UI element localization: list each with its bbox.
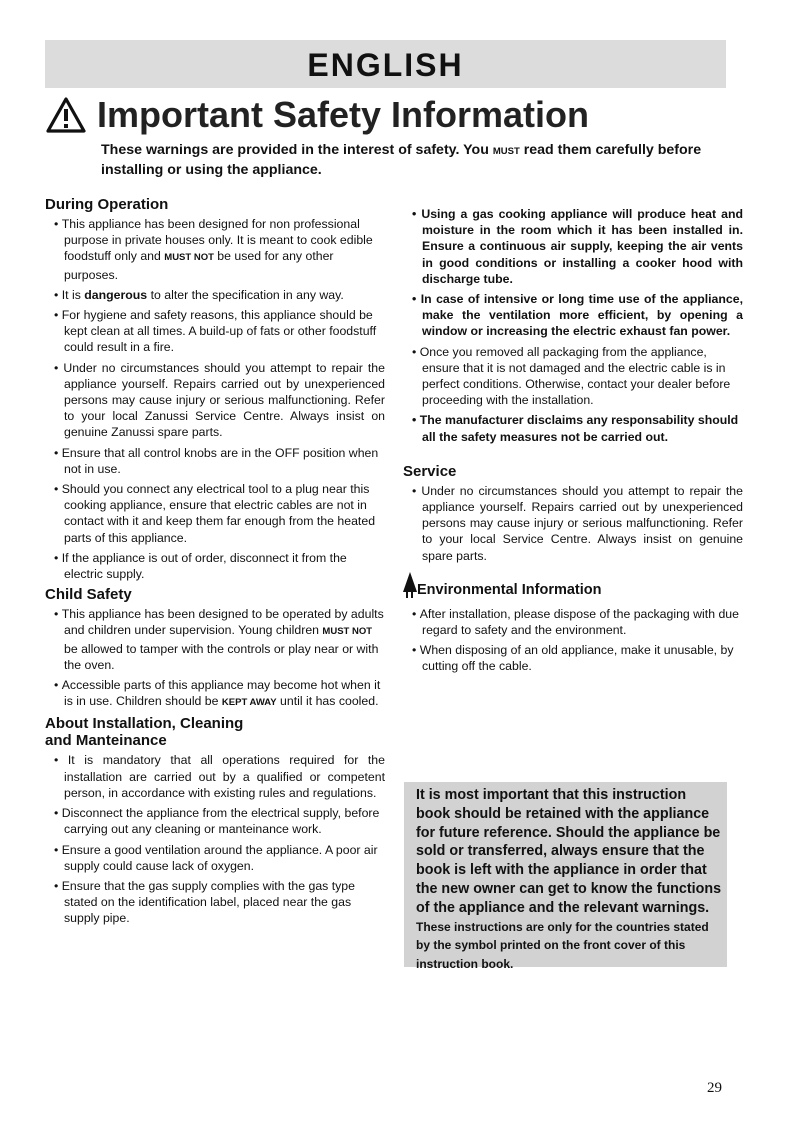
list-item: • Should you connect any electrical tool to a plug near this cooking appliance, ensure that electric cables are not in contact with it and keep them far enough from the heated parts of this appliance.: [45, 481, 385, 546]
list-item: • Using a gas cooking appliance will produce heat and moisture in the room which it has been installed in. Ensure a continuous air supply, keeping the air vents in good conditions or installing a cooker hood with discharge tube.: [403, 206, 743, 287]
list-item: • In case of intensive or long time use of the appliance, make the ventilation more efficient, by opening a window or increasing the electric exhaust fan power.: [403, 291, 743, 340]
language-banner: ENGLISH: [45, 40, 726, 88]
intro-text: These warnings are provided in the interest of safety. You MUST read them carefully before installing or using the appliance.: [101, 142, 702, 178]
section-heading: During Operation: [45, 196, 169, 213]
list-item: • Under no circumstances should you attempt to repair the appliance yourself. Repairs carried out by unexperienced persons may cause injury or serious malfunctioning. Refer to your local Zanussi Service Centre. Always insist on genuine Zanussi spare parts.: [45, 360, 385, 441]
right-column: [403, 206, 743, 679]
section-environment: [403, 572, 743, 675]
section-gas-warnings: [403, 206, 743, 445]
list-item: • Disconnect the appliance from the electrical supply, before carrying out any cleaning or manteinance work.: [45, 805, 385, 837]
list-item: • Once you removed all packaging from the appliance, ensure that it is not damaged and the electric cable is in perfect conditions. Otherwise, contact your dealer before proceeding with the installation.: [403, 344, 743, 409]
notice-text: It is most important that this instruction book should be retained with the appliance for future reference. Should the appliance be sold or transferred, always ensure that the book is left with the appliance in order that the new owner can get to know the functions of the appliance and the relevant warnings. These instructions are only for the countries stated by the symbol printed on the front cover of this instruction book.: [416, 787, 722, 972]
list-item: • If the appliance is out of order, disconnect it from the electric supply.: [45, 550, 385, 582]
left-column: [45, 196, 385, 931]
section-installation: [45, 715, 385, 926]
warning-triangle-icon: [45, 96, 87, 134]
section-heading: About Installation, Cleaning and Manteinance: [45, 715, 244, 750]
list-item: • It is mandatory that all operations required for the installation are carried out by a qualified or competent person, in accordance with existing rules and regulations.: [45, 752, 385, 801]
page-number: 29: [707, 1080, 722, 1096]
section-heading: Environmental Information: [417, 581, 602, 598]
list-item: • Accessible parts of this appliance may become hot when it is in use. Children should be KEPT AWAY until it has cooled.: [45, 677, 385, 711]
section-service: [403, 463, 743, 564]
tree-icon: [403, 572, 417, 598]
list-item: • This appliance has been designed for non professional purpose in private houses only. It is meant to cook edible foodstuff only and MUST NOT be used for any other purposes.: [45, 216, 385, 283]
environment-heading-row: [403, 572, 743, 598]
list-item: • Ensure that the gas supply complies with the gas type stated on the identification label, placed near the gas supply pipe.: [45, 878, 385, 927]
list-item: • Ensure a good ventilation around the appliance. A poor air supply could cause lack of oxygen.: [45, 842, 385, 874]
list-item: • For hygiene and safety reasons, this appliance should be kept clean at all times. A build-up of fats or other foodstuff could result in a fire.: [45, 307, 385, 356]
page-title: Important Safety Information: [97, 94, 590, 135]
list-item: • After installation, please dispose of the packaging with due regard to safety and the environment.: [403, 606, 743, 638]
list-item: • Ensure that all control knobs are in the OFF position when not in use.: [45, 445, 385, 477]
list-item: • This appliance has been designed to be operated by adults and children under supervision. Young children MUST NOT be allowed to tamper with the controls or play near or with the oven.: [45, 606, 385, 673]
list-item: • The manufacturer disclaims any responsability should all the safety measures not be carried out.: [403, 412, 743, 444]
list-item: • Under no circumstances should you attempt to repair the appliance yourself. Repairs carried out by unexperienced persons may cause injury or serious malfunctioning. Refer to your local Service Centre. Always insist on genuine spare parts.: [403, 483, 743, 564]
list-item: • When disposing of an old appliance, make it unusable, by cutting off the cable.: [403, 642, 743, 674]
section-heading: Service: [403, 462, 457, 480]
section-child-safety: [45, 586, 385, 711]
section-during-operation: [45, 196, 385, 582]
retain-instructions-notice: [404, 782, 727, 972]
section-heading: Child Safety: [45, 586, 132, 604]
list-item: • It is dangerous to alter the specification in any way.: [45, 287, 385, 303]
title-row: [45, 94, 589, 136]
